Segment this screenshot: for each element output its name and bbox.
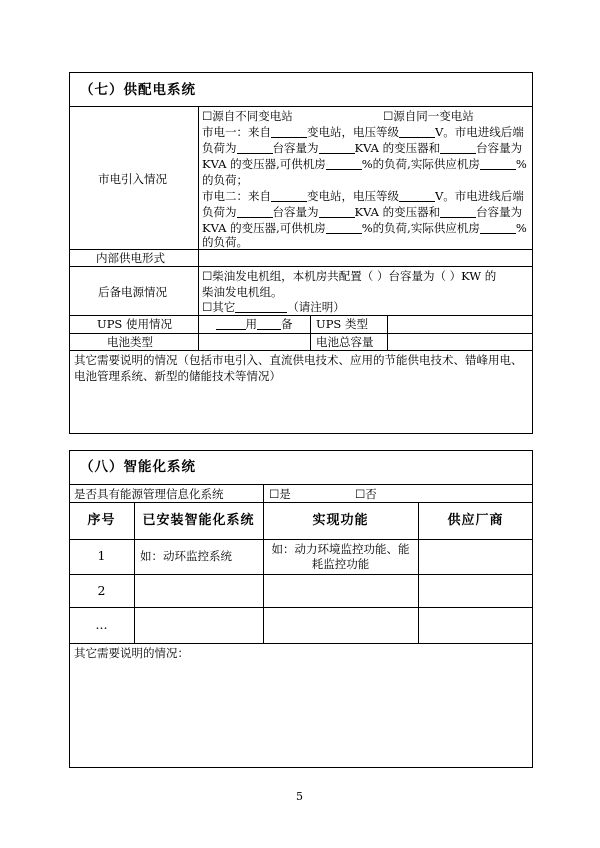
text: %的负荷,实际供应机房	[361, 157, 480, 171]
section-8-title: （八）智能化系统	[80, 459, 196, 475]
page-number: 5	[296, 790, 303, 803]
divider	[69, 106, 533, 107]
divider	[263, 484, 264, 502]
ups-usage-label: UPS 使用情况	[97, 317, 172, 331]
divider	[310, 315, 311, 350]
text: %	[515, 157, 527, 171]
mains-2-line-1	[202, 188, 524, 204]
section-7-notes-line-2: 电池管理系统、新型的储能技术等情况）	[74, 369, 281, 383]
divider	[69, 266, 533, 267]
checkbox-different-substation[interactable]: ☐源自不同变电站	[202, 109, 293, 123]
text: 变电站，电压等级	[307, 189, 399, 203]
text: 变电站，电压等级	[307, 125, 399, 139]
divider	[69, 539, 533, 540]
blank-field[interactable]	[271, 125, 307, 138]
blank-field[interactable]	[326, 157, 362, 170]
text: 台容量为	[476, 141, 523, 155]
blank-field[interactable]	[480, 221, 516, 234]
mains-2-line-3	[202, 220, 527, 236]
blank-field[interactable]	[237, 205, 273, 218]
blank-field[interactable]	[440, 141, 476, 154]
blank-field[interactable]	[257, 317, 281, 330]
section-7-title: （七）供配电系统	[80, 82, 196, 98]
battery-type-label: 电池类型	[107, 335, 153, 349]
mains-1-line-3	[202, 156, 527, 172]
text: %的负荷,实际供应机房	[361, 221, 480, 235]
blank-field[interactable]	[326, 221, 362, 234]
column-header-system: 已安装智能化系统	[142, 513, 255, 528]
backup-other	[202, 299, 345, 315]
row-3-number: ...	[95, 617, 108, 632]
text: 负荷为	[202, 141, 237, 155]
blank-field[interactable]	[216, 317, 246, 330]
mains-1-line-1	[202, 124, 524, 140]
row-1-system: 如：动环监控系统	[140, 549, 232, 563]
column-header-number: 序号	[87, 513, 116, 528]
row-1-function-line-1: 如：动力环境监控功能、能	[271, 542, 410, 556]
divider	[69, 484, 533, 485]
text: 台容量为	[272, 141, 319, 155]
divider	[69, 607, 533, 608]
blank-field[interactable]	[480, 157, 516, 170]
text: （请注明）	[287, 300, 345, 314]
column-header-function: 实现功能	[312, 513, 369, 528]
text: %	[515, 221, 527, 235]
battery-capacity-label: 电池总容量	[316, 335, 374, 349]
section-8-notes: 其它需要说明的情况：	[74, 646, 189, 660]
mains-2-line-4: 的负荷。	[202, 235, 248, 249]
divider	[387, 315, 388, 350]
row-1-number: 1	[97, 548, 106, 563]
text: 用	[245, 317, 257, 331]
divider	[69, 643, 533, 644]
text: KVA 的变压器,可供机房	[202, 157, 326, 171]
column-header-vendor: 供应厂商	[447, 513, 504, 528]
backup-line-2: 柴油发电机组。	[202, 285, 283, 299]
blank-field[interactable]	[440, 205, 476, 218]
text: 市电二：来自	[202, 189, 271, 203]
internal-supply-label: 内部供电形式	[96, 251, 165, 265]
text: 台容量为	[272, 205, 319, 219]
checkbox-ems-no[interactable]: ☐否	[355, 487, 377, 501]
divider	[69, 350, 533, 351]
ems-label: 是否具有能源管理信息化系统	[74, 487, 224, 501]
blank-field[interactable]	[271, 189, 307, 202]
checkbox-other[interactable]: ☐其它	[202, 300, 236, 314]
divider	[198, 106, 199, 350]
ups-usage-field	[198, 316, 310, 332]
row-2-number: 2	[97, 583, 106, 598]
text: 负荷为	[202, 205, 237, 219]
mains-1-line-2	[202, 140, 522, 156]
divider	[69, 574, 533, 575]
text: 备	[281, 317, 293, 331]
text: 台容量为	[476, 205, 523, 219]
blank-field[interactable]	[399, 125, 435, 138]
checkbox-ems-yes[interactable]: ☐是	[269, 487, 291, 501]
text: KVA 的变压器,可供机房	[202, 221, 326, 235]
mains-1-line-4: 的负荷；	[202, 173, 248, 187]
blank-field[interactable]	[235, 300, 287, 313]
blank-field[interactable]	[237, 141, 273, 154]
divider	[69, 502, 533, 503]
section-7-notes-line-1: 其它需要说明的情况（包括市电引入、直流供电技术、应用的节能供电技术、错峰用电、	[74, 353, 523, 367]
mains-label: 市电引入情况	[98, 172, 167, 186]
blank-field[interactable]	[399, 189, 435, 202]
ups-type-label: UPS 类型	[316, 317, 368, 331]
text: KVA 的变压器和	[354, 141, 441, 155]
blank-field[interactable]	[319, 141, 355, 154]
text: 市电一：来自	[202, 125, 271, 139]
row-1-function-line-2: 耗监控功能	[311, 557, 370, 571]
backup-power-label: 后备电源情况	[98, 285, 167, 299]
text: KVA 的变压器和	[354, 205, 441, 219]
checkbox-diesel-generator[interactable]: ☐柴油发电机组，本机房共配置（ ）台容量为（ ）KW 的	[202, 269, 497, 283]
blank-field[interactable]	[319, 205, 355, 218]
checkbox-same-substation[interactable]: ☐源自同一变电站	[383, 109, 474, 123]
mains-2-line-2	[202, 204, 522, 220]
text: V。市电进线后端	[435, 125, 524, 139]
text: V。市电进线后端	[435, 189, 524, 203]
